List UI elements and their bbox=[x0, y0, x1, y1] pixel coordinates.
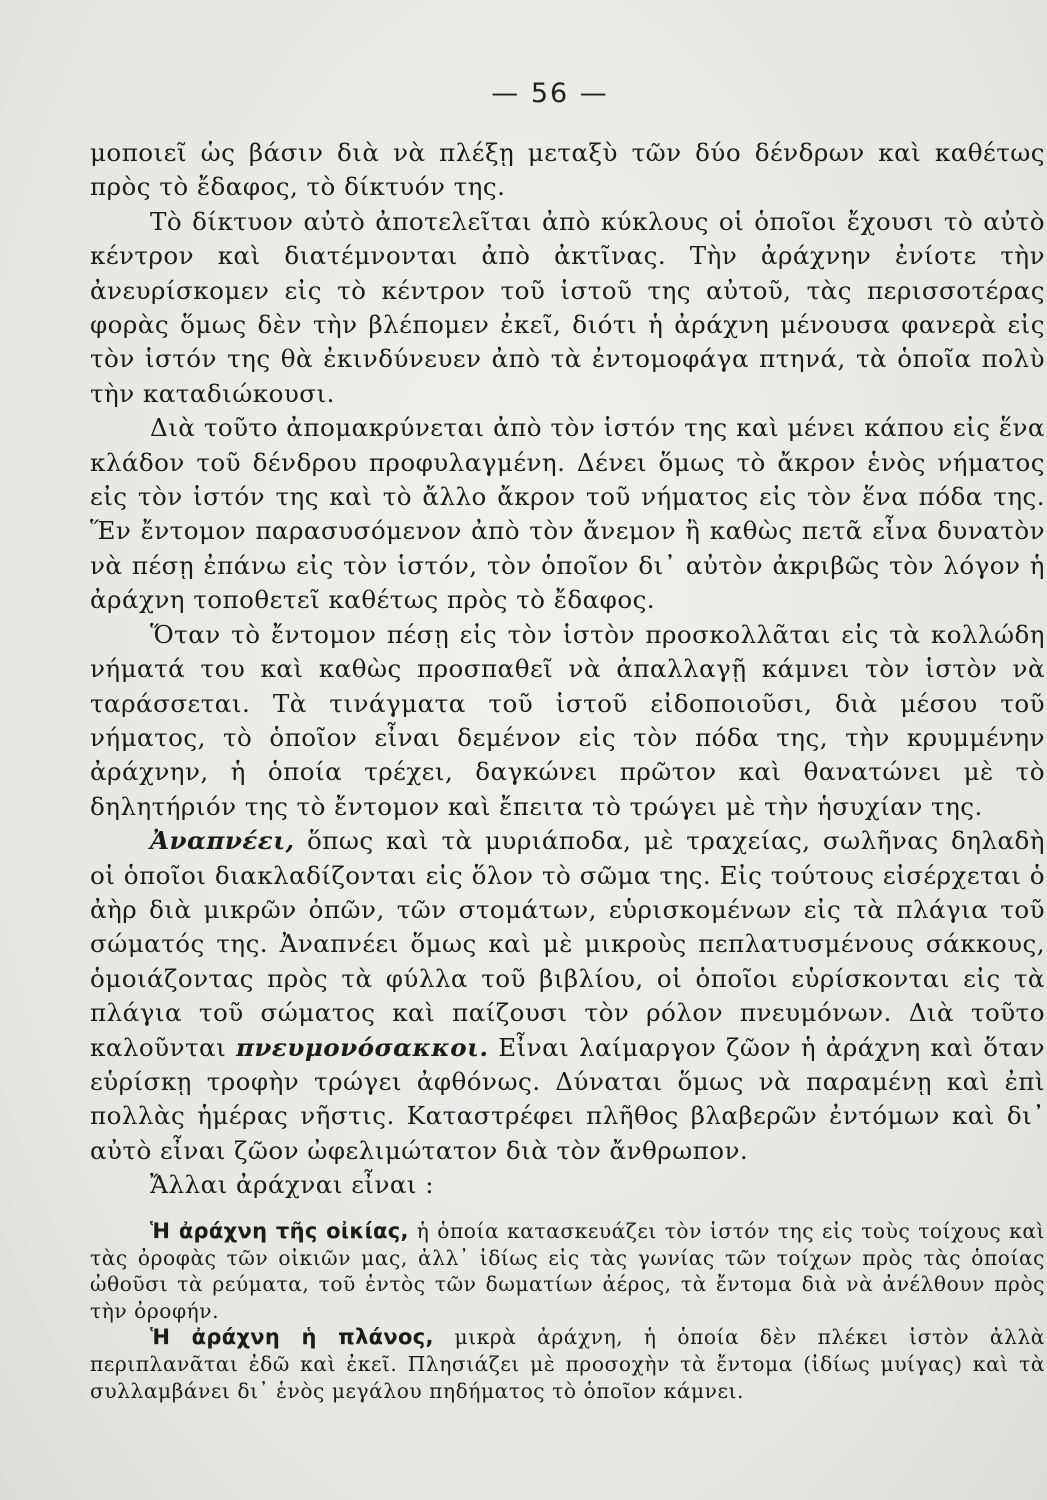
paragraph-5 bbox=[90, 824, 1045, 1168]
small-paragraph-1-heading: Ἡ ἀράχνη τῆς οἰκίας, bbox=[150, 1219, 409, 1243]
paragraph-5-text-b: Εἶναι λαίμαργον ζῶον ἡ ἀράχνη καὶ ὅταν εὑρίσκῃ τροφὴν τρώγει ἀφθόνως. Δύναται ὅμως νὰ παραμένῃ καὶ ἐπὶ πολλὰς ἡμέρας νῆστις. Καταστρέφει πλῆθος βλαβερῶν ἐντόμων καὶ δι᾽ αὐτὸ εἶναι ζῶον ὠφελιμώτατον διὰ τὸν ἄνθρωπον. bbox=[90, 1032, 1045, 1165]
page-number: — 56 — bbox=[491, 78, 609, 109]
paragraph-6 bbox=[90, 1168, 1045, 1202]
paragraph-2-text: Τὸ δίκτυον αὐτὸ ἀποτελεῖται ἀπὸ κύκλους οἱ ὁποῖοι ἔχουσι τὸ αὐτὸ κέντρον καὶ διατέμνονται ἀπὸ ἀκτῖνας. Τὴν ἀράχνην ἐνίοτε τὴν ἀνευρίσκομεν εἰς τὸ κέντρον τοῦ ἱστοῦ της αὐτοῦ, τὰς περισσοτέρας φορὰς ὅμως δὲν τὴν βλέπομεν ἐκεῖ, διότι ἡ ἀράχνη μένουσα φανερὰ εἰς τὸν ἱστόν της θὰ ἐκινδύνευεν ἀπὸ τὰ ἐντομοφάγα πτηνά, τὰ ὁποῖα πολὺ τὴν καταδιώκουσι. bbox=[90, 206, 1045, 408]
paragraph-1-text: μοποιεῖ ὡς βάσιν διὰ νὰ πλέξῃ μεταξὺ τῶν δύο δένδρων καὶ καθέτως πρὸς τὸ ἔδαφος, τὸ δίκτυόν της. bbox=[90, 138, 1045, 202]
paragraph-3-text: Διὰ τοῦτο ἀπομακρύνεται ἀπὸ τὸν ἱστόν της καὶ μένει κάπου εἰς ἕνα κλάδον τοῦ δένδρου προφυλαγμένη. Δένει ὅμως τὸ ἄκρον ἑνὸς νήματος εἰς τὸν ἱστόν της καὶ τὸ ἄλλο ἄκρον τοῦ νήματος εἰς τὸν ἕνα πόδα της. Ἕν ἔντομον παρασυσόμενον ἀπὸ τὸν ἄνεμον ἢ καθὼς πετᾶ εἶνα δυνατὸν νὰ πέσῃ ἐπάνω εἰς τὸν ἱστόν, τὸν ὁποῖον δι᾽ αὐτὸν ἀκριβῶς τὸν λόγον ἡ ἀράχνη τοποθετεῖ καθέτως πρὸς τὸ ἔδαφος. bbox=[90, 413, 1045, 615]
paragraph-6-text: Ἄλλαι ἀράχναι εἶναι : bbox=[150, 1170, 435, 1200]
paragraph-5-text-a: ὅπως καὶ τὰ μυριάποδα, μὲ τραχείας, σωλῆνας δηλαδὴ οἱ ὁποῖοι διακλαδίζονται εἰς ὅλον τὸ σῶμα της. Εἰς τούτους εἰσέρχεται ὁ ἀὴρ διὰ μικρῶν ὀπῶν, τῶν στομάτων, εὑρισκομένων εἰς τὰ πλάγια τοῦ σώματός της. Ἀναπνέει ὅμως καὶ μὲ μικροὺς πεπλατυσμένους σάκκους, ὁμοιάζοντας πρὸς τὰ φύλλα τοῦ βιβλίου, οἱ ὁποῖοι εὑρίσκονται εἰς τὰ πλάγια τοῦ σώματος καὶ παίζουσι τὸν ρόλον πνευμόνων. Διὰ τοῦτο καλοῦνται bbox=[90, 826, 1045, 1062]
small-paragraph-1 bbox=[90, 1218, 1045, 1324]
paragraph-5-term-lungsacs: πνευμονόσακκοι. bbox=[235, 1032, 489, 1062]
main-text bbox=[90, 136, 1045, 1203]
small-paragraph-1-text: ἡ ὁποία κατασκευάζει τὸν ἱστόν της εἰς τοὺς τοίχους καὶ τὰς ὀροφὰς τῶν οἰκιῶν μας, ἀλλ᾽ ἰδίως εἰς τὰς γωνίας τῶν τοίχων πρὸς τὰς ὁποίας ὠθοῦσι τὰ ρεύματα, τοῦ ἐντὸς τῶν δωματίων ἀέρος, τὰ ἔντομα διὰ νὰ ἀνέλθουν πρὸς τὴν ὀροφήν. bbox=[90, 1219, 1045, 1323]
small-paragraph-2 bbox=[90, 1324, 1045, 1404]
paragraph-2 bbox=[90, 205, 1045, 411]
small-print-block bbox=[90, 1218, 1045, 1404]
paragraph-1 bbox=[90, 136, 1045, 205]
small-paragraph-2-heading: Ἡ ἀράχνη ἡ πλάνος, bbox=[150, 1325, 434, 1350]
small-paragraph-2-text: μικρὰ ἀράχνη, ἡ ὁποία δὲν πλέκει ἱστὸν ἀλλὰ περιπλανᾶται ἐδῶ καὶ ἐκεῖ. Πλησιάζει μὲ προσοχὴν τὰ ἔντομα (ἰδίως μυίγας) καὶ τὰ συλλαμβάνει δι᾽ ἑνὸς μεγάλου πηδήματος τὸ ὁποῖον κάμνει. bbox=[90, 1325, 1045, 1403]
paragraph-4-text: Ὅταν τὸ ἔντομον πέσῃ εἰς τὸν ἱστὸν προσκολλᾶται εἰς τὰ κολλώδη νήματά του καὶ καθὼς προσπαθεῖ νὰ ἀπαλλαγῇ κάμνει τὸν ἱστὸν νὰ ταράσσεται. Τὰ τινάγματα τοῦ ἱστοῦ εἰδοποιοῦσι, διὰ μέσου τοῦ νήματος, τὸ ὁποῖον εἶναι δεμένον εἰς τὸν πόδα της, τὴν κρυμμένην ἀράχνην, ἡ ὁποία τρέχει, δαγκώνει πρῶτον καὶ θανατώνει μὲ τὸ δηλητήριόν της τὸ ἔντομον καὶ ἔπειτα τὸ τρώγει μὲ τὴν ἡσυχίαν της. bbox=[90, 619, 1045, 821]
paragraph-3 bbox=[90, 411, 1045, 617]
paragraph-5-term-breathes: Ἀναπνέει, bbox=[150, 826, 295, 856]
paragraph-4 bbox=[90, 618, 1045, 824]
